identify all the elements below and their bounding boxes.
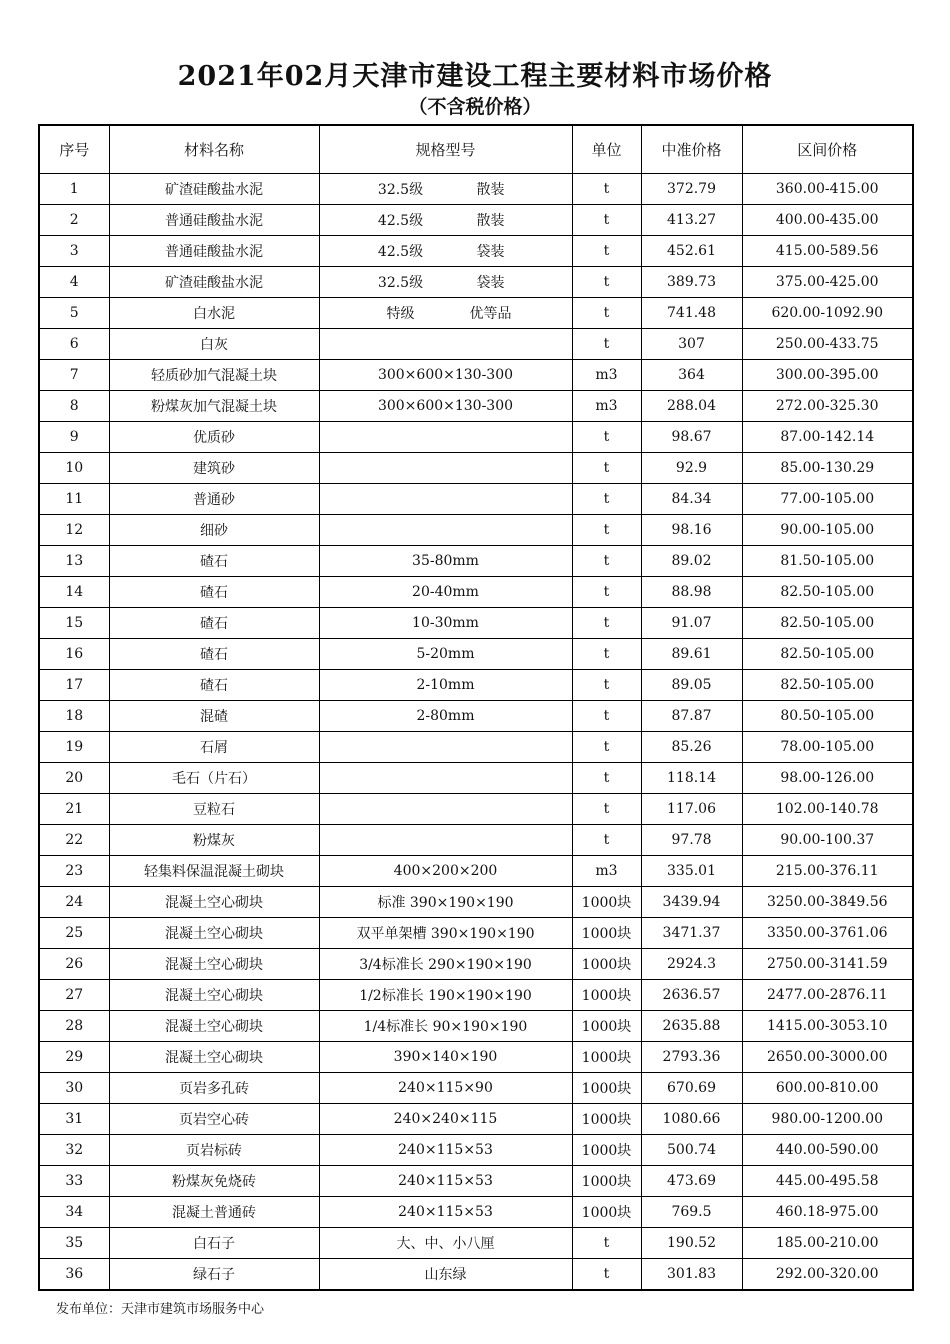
spec: 240×115×53 <box>319 1135 572 1166</box>
material-name: 碴石 <box>109 639 319 670</box>
spec: 240×115×53 <box>319 1166 572 1197</box>
mid-price: 307 <box>641 329 742 360</box>
price-range: 620.00-1092.90 <box>742 298 913 329</box>
row-no: 13 <box>39 546 109 577</box>
unit: 1000块 <box>572 1011 641 1042</box>
mid-price: 118.14 <box>641 763 742 794</box>
material-name: 优质砂 <box>109 422 319 453</box>
price-range: 1415.00-3053.10 <box>742 1011 913 1042</box>
spec-packaging: 优等品 <box>469 306 512 322</box>
material-name: 豆粒石 <box>109 794 319 825</box>
header-spec: 规格型号 <box>319 125 572 174</box>
material-name: 混凝土普通砖 <box>109 1197 319 1228</box>
mid-price: 500.74 <box>641 1135 742 1166</box>
price-range: 102.00-140.78 <box>742 794 913 825</box>
mid-price: 190.52 <box>641 1228 742 1259</box>
price-range: 415.00-589.56 <box>742 236 913 267</box>
row-no: 22 <box>39 825 109 856</box>
spec <box>319 484 572 515</box>
price-range: 600.00-810.00 <box>742 1073 913 1104</box>
row-no: 6 <box>39 329 109 360</box>
table-row <box>39 980 913 1011</box>
row-no: 12 <box>39 515 109 546</box>
table-row <box>39 670 913 701</box>
material-name: 混凝土空心砌块 <box>109 1011 319 1042</box>
unit: t <box>572 1228 641 1259</box>
mid-price: 2924.3 <box>641 949 742 980</box>
spec <box>319 794 572 825</box>
document-title: 2021年02月天津市建设工程主要材料市场价格 <box>177 61 773 92</box>
price-range: 78.00-105.00 <box>742 732 913 763</box>
material-name: 白石子 <box>109 1228 319 1259</box>
mid-price: 85.26 <box>641 732 742 763</box>
price-range: 82.50-105.00 <box>742 639 913 670</box>
mid-price: 2635.88 <box>641 1011 742 1042</box>
material-name: 建筑砂 <box>109 453 319 484</box>
price-range: 185.00-210.00 <box>742 1228 913 1259</box>
table-row <box>39 732 913 763</box>
material-name: 粉煤灰加气混凝土块 <box>109 391 319 422</box>
unit: t <box>572 236 641 267</box>
mid-price: 335.01 <box>641 856 742 887</box>
row-no: 3 <box>39 236 109 267</box>
unit: m3 <box>572 856 641 887</box>
material-name: 矿渣硅酸盐水泥 <box>109 267 319 298</box>
spec <box>319 298 572 329</box>
mid-price: 288.04 <box>641 391 742 422</box>
price-range: 90.00-105.00 <box>742 515 913 546</box>
table-row <box>39 174 913 205</box>
unit: t <box>572 267 641 298</box>
table-row <box>39 1197 913 1228</box>
table-row <box>39 1135 913 1166</box>
price-range: 445.00-495.58 <box>742 1166 913 1197</box>
mid-price: 89.02 <box>641 546 742 577</box>
unit: t <box>572 515 641 546</box>
price-range: 3250.00-3849.56 <box>742 887 913 918</box>
mid-price: 372.79 <box>641 174 742 205</box>
material-name: 普通砂 <box>109 484 319 515</box>
row-no: 11 <box>39 484 109 515</box>
spec <box>319 174 572 205</box>
row-no: 28 <box>39 1011 109 1042</box>
spec <box>319 329 572 360</box>
material-name: 页岩标砖 <box>109 1135 319 1166</box>
unit: t <box>572 174 641 205</box>
spec <box>319 205 572 236</box>
unit: 1000块 <box>572 1197 641 1228</box>
table-row <box>39 1104 913 1135</box>
unit: 1000块 <box>572 918 641 949</box>
spec <box>319 825 572 856</box>
price-range: 80.50-105.00 <box>742 701 913 732</box>
material-name: 矿渣硅酸盐水泥 <box>109 174 319 205</box>
spec: 1/2标准长 190×190×190 <box>319 980 572 1011</box>
spec-grade: 特级 <box>386 306 415 322</box>
spec: 双平单架槽 390×190×190 <box>319 918 572 949</box>
table-row <box>39 1228 913 1259</box>
price-range: 85.00-130.29 <box>742 453 913 484</box>
unit: t <box>572 825 641 856</box>
unit: t <box>572 763 641 794</box>
table-row <box>39 1166 913 1197</box>
header-no: 序号 <box>39 125 109 174</box>
unit: 1000块 <box>572 949 641 980</box>
spec: 1/4标准长 90×190×190 <box>319 1011 572 1042</box>
table-row <box>39 205 913 236</box>
price-range: 360.00-415.00 <box>742 174 913 205</box>
mid-price: 2793.36 <box>641 1042 742 1073</box>
spec-grade: 42.5级 <box>377 244 424 260</box>
row-no: 25 <box>39 918 109 949</box>
header-name: 材料名称 <box>109 125 319 174</box>
row-no: 14 <box>39 577 109 608</box>
spec: 10-30mm <box>319 608 572 639</box>
row-no: 9 <box>39 422 109 453</box>
spec <box>319 267 572 298</box>
publisher-footer: 发布单位：天津市建筑市场服务中心 <box>56 1302 265 1317</box>
mid-price: 741.48 <box>641 298 742 329</box>
spec: 2-80mm <box>319 701 572 732</box>
table-row <box>39 453 913 484</box>
mid-price: 91.07 <box>641 608 742 639</box>
spec <box>319 236 572 267</box>
document-subtitle: （不含税价格） <box>408 96 542 118</box>
table-row <box>39 1259 913 1291</box>
row-no: 15 <box>39 608 109 639</box>
row-no: 2 <box>39 205 109 236</box>
price-range: 300.00-395.00 <box>742 360 913 391</box>
spec <box>319 515 572 546</box>
price-range: 980.00-1200.00 <box>742 1104 913 1135</box>
spec: 2-10mm <box>319 670 572 701</box>
header-range-price: 区间价格 <box>742 125 913 174</box>
table-row <box>39 298 913 329</box>
table-row <box>39 763 913 794</box>
price-range: 81.50-105.00 <box>742 546 913 577</box>
price-range: 440.00-590.00 <box>742 1135 913 1166</box>
row-no: 10 <box>39 453 109 484</box>
mid-price: 89.05 <box>641 670 742 701</box>
header-mid-price: 中准价格 <box>641 125 742 174</box>
row-no: 29 <box>39 1042 109 1073</box>
price-range: 98.00-126.00 <box>742 763 913 794</box>
row-no: 8 <box>39 391 109 422</box>
mid-price: 84.34 <box>641 484 742 515</box>
row-no: 26 <box>39 949 109 980</box>
price-range: 2650.00-3000.00 <box>742 1042 913 1073</box>
price-table <box>38 124 914 1291</box>
material-name: 轻集料保温混凝土砌块 <box>109 856 319 887</box>
table-row <box>39 267 913 298</box>
material-name: 粉煤灰 <box>109 825 319 856</box>
spec-grade: 32.5级 <box>377 182 424 198</box>
spec: 5-20mm <box>319 639 572 670</box>
material-name: 普通硅酸盐水泥 <box>109 236 319 267</box>
mid-price: 117.06 <box>641 794 742 825</box>
row-no: 16 <box>39 639 109 670</box>
header-unit: 单位 <box>572 125 641 174</box>
price-range: 2477.00-2876.11 <box>742 980 913 1011</box>
table-row <box>39 918 913 949</box>
mid-price: 3471.37 <box>641 918 742 949</box>
mid-price: 670.69 <box>641 1073 742 1104</box>
spec: 山东绿 <box>319 1259 572 1291</box>
mid-price: 98.16 <box>641 515 742 546</box>
row-no: 23 <box>39 856 109 887</box>
row-no: 20 <box>39 763 109 794</box>
mid-price: 88.98 <box>641 577 742 608</box>
spec: 300×600×130-300 <box>319 391 572 422</box>
table-row <box>39 1073 913 1104</box>
table-row <box>39 360 913 391</box>
row-no: 33 <box>39 1166 109 1197</box>
mid-price: 301.83 <box>641 1259 742 1291</box>
row-no: 31 <box>39 1104 109 1135</box>
row-no: 17 <box>39 670 109 701</box>
spec-packaging: 散装 <box>476 182 505 198</box>
unit: 1000块 <box>572 887 641 918</box>
price-range: 215.00-376.11 <box>742 856 913 887</box>
unit: t <box>572 577 641 608</box>
unit: 1000块 <box>572 1166 641 1197</box>
table-body <box>39 174 913 1291</box>
spec: 标准 390×190×190 <box>319 887 572 918</box>
material-name: 轻质砂加气混凝土块 <box>109 360 319 391</box>
unit: t <box>572 670 641 701</box>
row-no: 35 <box>39 1228 109 1259</box>
row-no: 1 <box>39 174 109 205</box>
row-no: 32 <box>39 1135 109 1166</box>
material-name: 碴石 <box>109 608 319 639</box>
mid-price: 769.5 <box>641 1197 742 1228</box>
table-row <box>39 949 913 980</box>
table-row <box>39 515 913 546</box>
material-name: 混凝土空心砌块 <box>109 1042 319 1073</box>
spec-grade: 42.5级 <box>377 213 424 229</box>
price-range: 375.00-425.00 <box>742 267 913 298</box>
table-row <box>39 608 913 639</box>
unit: t <box>572 639 641 670</box>
spec: 240×240×115 <box>319 1104 572 1135</box>
table-row <box>39 825 913 856</box>
row-no: 5 <box>39 298 109 329</box>
spec-packaging: 袋装 <box>476 275 505 291</box>
mid-price: 2636.57 <box>641 980 742 1011</box>
unit: t <box>572 422 641 453</box>
spec: 20-40mm <box>319 577 572 608</box>
spec: 390×140×190 <box>319 1042 572 1073</box>
table-row <box>39 639 913 670</box>
spec: 3/4标准长 290×190×190 <box>319 949 572 980</box>
row-no: 21 <box>39 794 109 825</box>
material-name: 普通硅酸盐水泥 <box>109 205 319 236</box>
unit: t <box>572 453 641 484</box>
price-range: 90.00-100.37 <box>742 825 913 856</box>
price-range: 82.50-105.00 <box>742 608 913 639</box>
unit: t <box>572 205 641 236</box>
unit: 1000块 <box>572 1042 641 1073</box>
table-row <box>39 701 913 732</box>
spec: 300×600×130-300 <box>319 360 572 391</box>
spec-packaging: 散装 <box>476 213 505 229</box>
material-name: 碴石 <box>109 577 319 608</box>
material-name: 绿石子 <box>109 1259 319 1291</box>
spec-grade: 32.5级 <box>377 275 424 291</box>
material-name: 碴石 <box>109 670 319 701</box>
material-name: 页岩多孔砖 <box>109 1073 319 1104</box>
price-range: 400.00-435.00 <box>742 205 913 236</box>
mid-price: 389.73 <box>641 267 742 298</box>
mid-price: 3439.94 <box>641 887 742 918</box>
table-row <box>39 236 913 267</box>
table-row <box>39 1011 913 1042</box>
mid-price: 452.61 <box>641 236 742 267</box>
material-name: 混凝土空心砌块 <box>109 949 319 980</box>
row-no: 34 <box>39 1197 109 1228</box>
table-row <box>39 329 913 360</box>
mid-price: 87.87 <box>641 701 742 732</box>
unit: t <box>572 732 641 763</box>
unit: m3 <box>572 391 641 422</box>
spec: 240×115×53 <box>319 1197 572 1228</box>
spec: 大、中、小八厘 <box>319 1228 572 1259</box>
unit: t <box>572 329 641 360</box>
table-header-row <box>39 125 913 174</box>
price-range: 250.00-433.75 <box>742 329 913 360</box>
mid-price: 97.78 <box>641 825 742 856</box>
table-row <box>39 887 913 918</box>
unit: 1000块 <box>572 1135 641 1166</box>
material-name: 毛石（片石） <box>109 763 319 794</box>
table-row <box>39 422 913 453</box>
unit: 1000块 <box>572 980 641 1011</box>
mid-price: 473.69 <box>641 1166 742 1197</box>
spec <box>319 453 572 484</box>
mid-price: 1080.66 <box>641 1104 742 1135</box>
material-name: 混凝土空心砌块 <box>109 918 319 949</box>
table-row <box>39 391 913 422</box>
price-range: 460.18-975.00 <box>742 1197 913 1228</box>
price-range: 272.00-325.30 <box>742 391 913 422</box>
spec: 240×115×90 <box>319 1073 572 1104</box>
table-row <box>39 577 913 608</box>
spec <box>319 422 572 453</box>
material-name: 混碴 <box>109 701 319 732</box>
spec <box>319 732 572 763</box>
material-name: 细砂 <box>109 515 319 546</box>
material-name: 粉煤灰免烧砖 <box>109 1166 319 1197</box>
mid-price: 98.67 <box>641 422 742 453</box>
spec <box>319 763 572 794</box>
row-no: 4 <box>39 267 109 298</box>
row-no: 7 <box>39 360 109 391</box>
material-name: 混凝土空心砌块 <box>109 980 319 1011</box>
price-range: 77.00-105.00 <box>742 484 913 515</box>
spec: 35-80mm <box>319 546 572 577</box>
price-range: 82.50-105.00 <box>742 670 913 701</box>
row-no: 18 <box>39 701 109 732</box>
unit: t <box>572 298 641 329</box>
unit: t <box>572 608 641 639</box>
unit: m3 <box>572 360 641 391</box>
spec-packaging: 袋装 <box>476 244 505 260</box>
mid-price: 364 <box>641 360 742 391</box>
unit: 1000块 <box>572 1073 641 1104</box>
unit: t <box>572 484 641 515</box>
table-row <box>39 1042 913 1073</box>
price-range: 82.50-105.00 <box>742 577 913 608</box>
table-row <box>39 484 913 515</box>
row-no: 36 <box>39 1259 109 1291</box>
row-no: 30 <box>39 1073 109 1104</box>
price-range: 87.00-142.14 <box>742 422 913 453</box>
material-name: 石屑 <box>109 732 319 763</box>
price-range: 2750.00-3141.59 <box>742 949 913 980</box>
unit: t <box>572 794 641 825</box>
unit: t <box>572 1259 641 1291</box>
mid-price: 89.61 <box>641 639 742 670</box>
mid-price: 92.9 <box>641 453 742 484</box>
material-name: 白水泥 <box>109 298 319 329</box>
unit: t <box>572 701 641 732</box>
row-no: 19 <box>39 732 109 763</box>
row-no: 24 <box>39 887 109 918</box>
unit: t <box>572 546 641 577</box>
mid-price: 413.27 <box>641 205 742 236</box>
material-name: 页岩空心砖 <box>109 1104 319 1135</box>
material-name: 白灰 <box>109 329 319 360</box>
table-row <box>39 856 913 887</box>
table-row <box>39 794 913 825</box>
price-range: 3350.00-3761.06 <box>742 918 913 949</box>
unit: 1000块 <box>572 1104 641 1135</box>
material-name: 混凝土空心砌块 <box>109 887 319 918</box>
table-row <box>39 546 913 577</box>
row-no: 27 <box>39 980 109 1011</box>
spec: 400×200×200 <box>319 856 572 887</box>
price-range: 292.00-320.00 <box>742 1259 913 1291</box>
material-name: 碴石 <box>109 546 319 577</box>
